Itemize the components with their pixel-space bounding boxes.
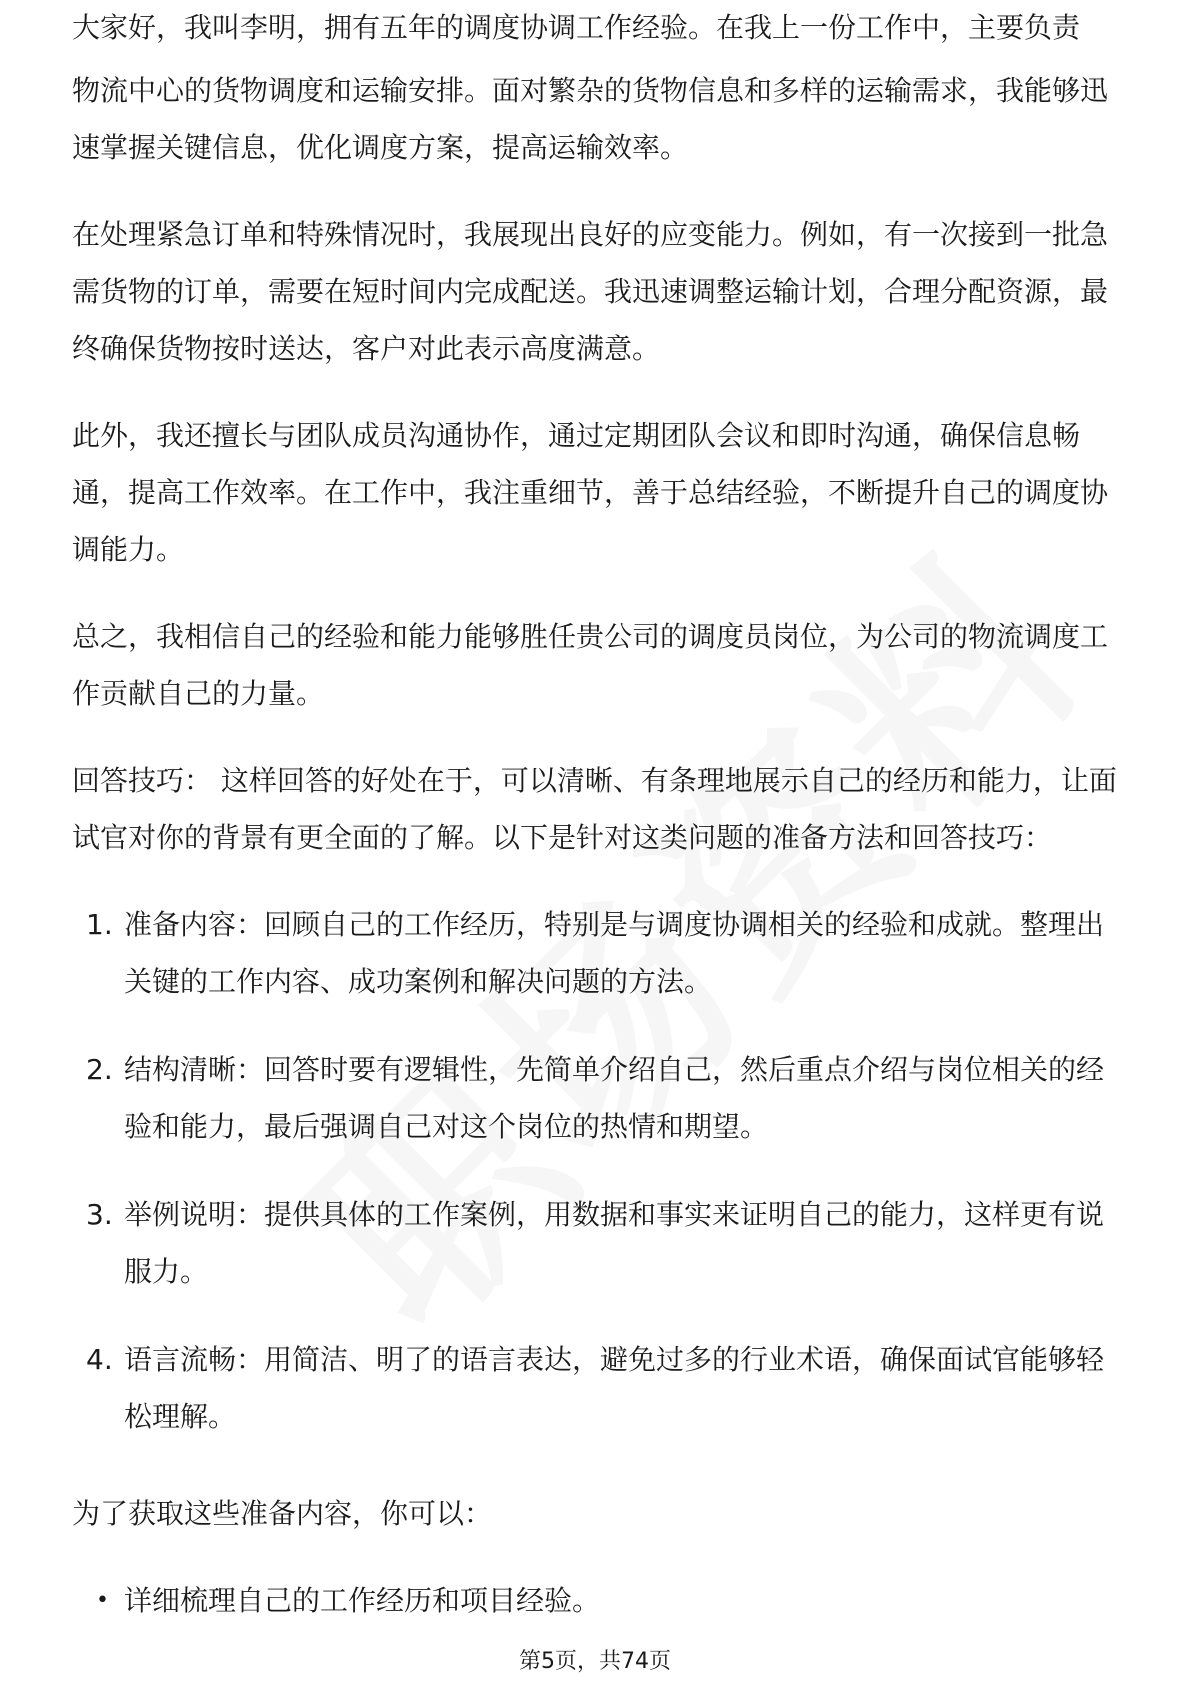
list-number: 1. [86, 908, 113, 941]
list-number: 2. [86, 1053, 113, 1086]
list-item [72, 896, 1122, 1010]
list-item [72, 1041, 1122, 1155]
paragraph-teamwork: 此外，我还擅长与团队成员沟通协作，通过定期团队会议和即时沟通，确保信息畅通，提高工作效率。在工作中，我注重细节，善于总结经验，不断提升自己的调度协调能力。 [72, 419, 1109, 566]
list-item-text: 结构清晰：回答时要有逻辑性，先简单介绍自己，然后重点介绍与岗位相关的经验和能力，最后强调自己对这个岗位的热情和期望。 [124, 1053, 1105, 1143]
bullet-item-text: 详细梳理自己的工作经历和项目经验。 [124, 1584, 601, 1617]
list-number: 4. [86, 1343, 113, 1376]
paragraph-experience: 物流中心的货物调度和运输安排。面对繁杂的货物信息和多样的运输需求，我能够迅速掌握关键信息，优化调度方案，提高运输效率。 [72, 74, 1109, 164]
list-item-text: 举例说明：提供具体的工作案例，用数据和事实来证明自己的能力，这样更有说服力。 [124, 1198, 1105, 1288]
list-number: 3. [86, 1198, 113, 1231]
page-content [72, 11, 1122, 1629]
paragraph-prep-intro: 为了获取这些准备内容，你可以： [72, 1497, 493, 1530]
list-item [72, 1331, 1122, 1445]
bullet-icon: • [96, 1588, 109, 1613]
bullet-list-item [72, 1572, 1122, 1629]
list-item-text: 语言流畅：用简洁、明了的语言表达，避免过多的行业术语，确保面试官能够轻松理解。 [124, 1343, 1105, 1433]
paragraph-cut-line: 大家好，我叫李明，拥有五年的调度协调工作经验。在我上一份工作中，主要负责 [72, 11, 1081, 44]
paragraph-emergency: 在处理紧急订单和特殊情况时，我展现出良好的应变能力。例如，有一次接到一批急需货物的订单，需要在短时间内完成配送。我迅速调整运输计划，合理分配资源，最终确保货物按时送达，客户对此表示高度满意。 [72, 218, 1109, 365]
paragraph-conclusion: 总之，我相信自己的经验和能力能够胜任贵公司的调度员岗位，为公司的物流调度工作贡献自己的力量。 [72, 620, 1109, 710]
paragraph-answer-tips: 回答技巧： 这样回答的好处在于，可以清晰、有条理地展示自己的经历和能力，让面试官对你的背景有更全面的了解。以下是针对这类问题的准备方法和回答技巧： [72, 764, 1117, 854]
page-number-footer: 第5页，共74页 [519, 1649, 671, 1674]
tips-list [72, 896, 1122, 1445]
list-item [72, 1186, 1122, 1300]
list-item-text: 准备内容：回顾自己的工作经历，特别是与调度协调相关的经验和成就。整理出关键的工作内容、成功案例和解决问题的方法。 [124, 908, 1105, 998]
